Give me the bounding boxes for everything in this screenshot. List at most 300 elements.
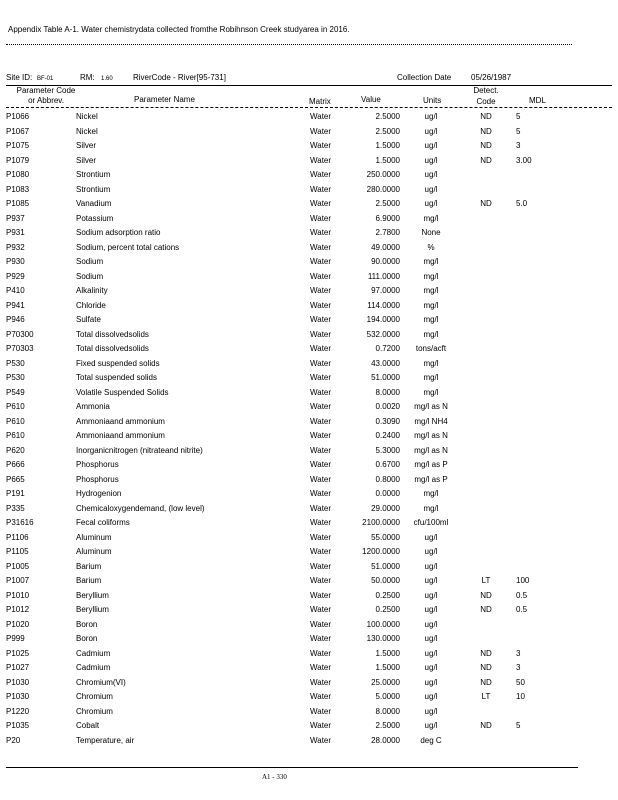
units-cell: ug/l <box>424 170 438 179</box>
param-name-cell: Volatile Suspended Solids <box>76 387 169 397</box>
param-name-cell: Potassium <box>76 213 114 223</box>
value-cell: 1200.0000 <box>362 547 400 556</box>
matrix-cell: Water <box>310 590 332 600</box>
table-row <box>0 284 618 299</box>
value-cell: 111.0000 <box>367 271 400 281</box>
param-name-cell: Sulfate <box>76 315 101 324</box>
value-cell: 0.7200 <box>375 344 400 353</box>
matrix-cell: Water <box>310 460 332 469</box>
value-cell: 1.5000 <box>375 155 400 165</box>
param-code-cell: P946 <box>6 315 25 324</box>
value-cell: 194.0000 <box>366 315 400 324</box>
table-row <box>0 719 618 734</box>
param-name-cell: Barium <box>76 561 102 571</box>
param-name-cell: Strontium <box>76 170 111 179</box>
table-row <box>0 357 618 372</box>
units-cell: mg/l NH4 <box>414 416 448 426</box>
data-table <box>0 110 618 748</box>
header-detect: Detect. <box>473 86 499 95</box>
param-code-cell: P530 <box>6 358 25 368</box>
header-param-code: Parameter Code <box>16 86 76 95</box>
units-cell: ug/l <box>424 721 438 730</box>
matrix-cell: Water <box>310 416 332 426</box>
mdl-cell: 5 <box>516 126 521 136</box>
mdl-cell: 10 <box>516 692 525 701</box>
units-cell: ug/l <box>424 112 438 121</box>
table-caption: Appendix Table A-1. Water chemistrydata collected fromthe Robihnson Creek studyarea in 2016. <box>8 25 350 34</box>
value-cell: 28.0000 <box>371 735 400 745</box>
mdl-cell: 0.5 <box>516 590 528 600</box>
table-row <box>0 589 618 604</box>
table-row <box>0 299 618 314</box>
param-code-cell: P335 <box>6 503 25 513</box>
value-cell: 6.9000 <box>375 213 400 223</box>
param-name-cell: Nickel <box>76 126 98 136</box>
value-cell: 532.0000 <box>366 329 400 339</box>
matrix-cell: Water <box>310 358 332 368</box>
matrix-cell: Water <box>310 532 332 542</box>
matrix-cell: Water <box>310 329 332 339</box>
units-cell: mg/l <box>423 387 439 397</box>
units-cell: mg/l <box>423 300 439 310</box>
param-code-cell: P1079 <box>6 155 30 165</box>
table-row <box>0 603 618 618</box>
units-cell: mg/l <box>423 315 439 324</box>
footer-rule <box>6 767 578 768</box>
param-code-cell: P931 <box>6 228 25 237</box>
matrix-cell: Water <box>310 170 332 179</box>
value-cell: 1.5000 <box>375 141 400 150</box>
detect-code-cell: ND <box>480 112 492 121</box>
matrix-cell: Water <box>310 721 332 730</box>
matrix-cell: Water <box>310 112 332 121</box>
mdl-cell: 3 <box>516 648 521 658</box>
table-row <box>0 560 618 575</box>
rm-value: 1.60 <box>101 76 113 82</box>
param-name-cell: Silver <box>76 141 97 150</box>
param-code-cell: P1005 <box>6 561 30 571</box>
matrix-cell: Water <box>310 126 332 136</box>
matrix-cell: Water <box>310 402 332 411</box>
param-code-cell: P1027 <box>6 663 30 672</box>
table-row <box>0 705 618 720</box>
matrix-cell: Water <box>310 692 332 701</box>
table-row <box>0 342 618 357</box>
table-row <box>0 415 618 430</box>
value-cell: 25.0000 <box>371 677 400 687</box>
units-cell: cfu/100ml <box>413 518 449 527</box>
param-code-cell: P1025 <box>6 648 30 658</box>
param-code-cell: P1007 <box>6 576 30 585</box>
header-top-rule <box>6 85 612 86</box>
value-cell: 0.0020 <box>375 402 400 411</box>
units-cell: ug/l <box>424 199 438 208</box>
units-cell: mg/l <box>423 489 439 498</box>
param-code-cell: P610 <box>6 402 25 411</box>
mdl-cell: 50 <box>516 677 525 687</box>
param-code-cell: P1010 <box>6 590 30 600</box>
value-cell: 0.2500 <box>375 605 400 614</box>
mdl-cell: 5 <box>516 112 521 121</box>
matrix-cell: Water <box>310 271 332 281</box>
param-name-cell: Silver <box>76 155 97 165</box>
units-cell: mg/l <box>423 257 439 266</box>
table-row <box>0 502 618 517</box>
value-cell: 51.0000 <box>371 561 400 571</box>
param-code-cell: P530 <box>6 373 25 382</box>
units-cell: mg/l as N <box>414 445 448 455</box>
value-cell: 0.2400 <box>375 431 400 440</box>
param-name-cell: Phosphorus <box>76 460 119 469</box>
units-cell: ug/l <box>424 184 438 194</box>
param-name-cell: Beryllium <box>76 605 109 614</box>
param-code-cell: P1030 <box>6 677 30 687</box>
table-row <box>0 183 618 198</box>
page-number: A1 - 330 <box>262 773 287 781</box>
value-cell: 51.0000 <box>371 373 400 382</box>
param-name-cell: Total dissolvedsolids <box>76 344 149 353</box>
value-cell: 29.0000 <box>371 503 400 513</box>
param-name-cell: Temperature, air <box>76 735 135 745</box>
units-cell: mg/l <box>423 271 439 281</box>
table-row <box>0 473 618 488</box>
param-name-cell: Boron <box>76 634 98 643</box>
collection-date-label: Collection Date <box>397 73 452 82</box>
param-code-cell: P620 <box>6 445 25 455</box>
units-cell: ug/l <box>424 547 438 556</box>
value-cell: 2.5000 <box>375 721 400 730</box>
value-cell: 280.0000 <box>366 184 400 194</box>
matrix-cell: Water <box>310 735 332 745</box>
param-name-cell: Sodium, percent total cations <box>76 242 180 252</box>
header-or-abbrev: or Abbrev. <box>28 96 64 105</box>
value-cell: 1.5000 <box>375 663 400 672</box>
param-name-cell: Ammoniaand ammonium <box>76 431 165 440</box>
units-cell: mg/l as N <box>414 402 448 411</box>
mdl-cell: 0.5 <box>516 605 528 614</box>
param-code-cell: P1105 <box>6 547 29 556</box>
param-code-cell: P20 <box>6 735 21 745</box>
value-cell: 0.3090 <box>375 416 400 426</box>
table-row <box>0 328 618 343</box>
units-cell: ug/l <box>424 532 438 542</box>
param-code-cell: P929 <box>6 271 25 281</box>
table-row <box>0 226 618 241</box>
table-row <box>0 516 618 531</box>
value-cell: 50.0000 <box>371 576 400 585</box>
value-cell: 2.5000 <box>375 126 400 136</box>
param-name-cell: Strontium <box>76 184 111 194</box>
table-row <box>0 618 618 633</box>
table-row <box>0 313 618 328</box>
param-name-cell: Hydrogenion <box>76 489 122 498</box>
param-name-cell: Fecal coliforms <box>76 518 130 527</box>
units-cell: ug/l <box>424 155 438 165</box>
param-code-cell: P665 <box>6 474 25 484</box>
table-row <box>0 458 618 473</box>
units-cell: ug/l <box>424 576 438 585</box>
value-cell: 2.5000 <box>375 112 400 121</box>
param-code-cell: P666 <box>6 460 25 469</box>
value-cell: 2100.0000 <box>362 518 400 527</box>
param-name-cell: Chemicaloxygendemand, (low level) <box>76 503 205 513</box>
mdl-cell: 100 <box>516 576 530 585</box>
param-name-cell: Nickel <box>76 112 98 121</box>
matrix-cell: Water <box>310 184 332 194</box>
value-cell: 8.0000 <box>375 387 400 397</box>
param-name-cell: Phosphorus <box>76 474 119 484</box>
table-row <box>0 661 618 676</box>
param-name-cell: Boron <box>76 619 98 629</box>
matrix-cell: Water <box>310 677 332 687</box>
matrix-cell: Water <box>310 141 332 150</box>
matrix-cell: Water <box>310 663 332 672</box>
param-code-cell: P932 <box>6 242 25 252</box>
units-cell: ug/l <box>424 605 438 614</box>
param-name-cell: Aluminum <box>76 547 112 556</box>
detect-code-cell: ND <box>480 155 492 165</box>
param-code-cell: P610 <box>6 431 25 440</box>
param-code-cell: P1066 <box>6 112 30 121</box>
param-code-cell: P31616 <box>6 518 34 527</box>
param-name-cell: Total suspended solids <box>76 373 157 382</box>
param-code-cell: P1220 <box>6 706 30 716</box>
matrix-cell: Water <box>310 387 332 397</box>
matrix-cell: Water <box>310 474 332 484</box>
site-id-value: BF-01 <box>37 76 54 82</box>
matrix-cell: Water <box>310 286 332 295</box>
param-name-cell: Sodium <box>76 257 104 266</box>
table-row <box>0 139 618 154</box>
param-code-cell: P1085 <box>6 199 30 208</box>
param-code-cell: P70303 <box>6 344 34 353</box>
param-name-cell: Barium <box>76 576 102 585</box>
param-name-cell: Cadmium <box>76 663 111 672</box>
units-cell: None <box>421 228 441 237</box>
header-matrix: Matrix <box>309 97 331 106</box>
param-name-cell: Cobalt <box>76 721 100 730</box>
table-row <box>0 531 618 546</box>
units-cell: mg/l as N <box>414 431 448 440</box>
param-code-cell: P930 <box>6 257 25 266</box>
header-code: Code <box>476 97 496 106</box>
table-row <box>0 255 618 270</box>
units-cell: ug/l <box>424 561 438 571</box>
matrix-cell: Water <box>310 518 332 527</box>
value-cell: 97.0000 <box>371 286 400 295</box>
param-name-cell: Total dissolvedsolids <box>76 329 149 339</box>
value-cell: 114.0000 <box>367 300 400 310</box>
value-cell: 250.0000 <box>366 170 400 179</box>
param-code-cell: P1020 <box>6 619 30 629</box>
units-cell: mg/l <box>423 329 439 339</box>
detect-code-cell: ND <box>480 677 492 687</box>
matrix-cell: Water <box>310 561 332 571</box>
table-row <box>0 110 618 125</box>
units-cell: ug/l <box>424 634 438 643</box>
table-row <box>0 574 618 589</box>
units-cell: ug/l <box>424 677 438 687</box>
param-name-cell: Chloride <box>76 300 106 310</box>
value-cell: 130.0000 <box>366 634 400 643</box>
param-code-cell: P941 <box>6 300 25 310</box>
value-cell: 8.0000 <box>375 706 400 716</box>
param-name-cell: Chromium(VI) <box>76 677 126 687</box>
matrix-cell: Water <box>310 155 332 165</box>
param-name-cell: Aluminum <box>76 532 112 542</box>
detect-code-cell: ND <box>480 605 492 614</box>
value-cell: 43.0000 <box>371 358 400 368</box>
matrix-cell: Water <box>310 242 332 252</box>
value-cell: 2.5000 <box>375 199 400 208</box>
param-code-cell: P999 <box>6 634 25 643</box>
matrix-cell: Water <box>310 213 332 223</box>
param-code-cell: P1030 <box>6 692 30 701</box>
table-row <box>0 429 618 444</box>
dotted-divider <box>6 44 572 45</box>
detect-code-cell: ND <box>480 126 492 136</box>
mdl-cell: 5 <box>516 721 521 730</box>
param-name-cell: Chromium <box>76 706 113 716</box>
table-row <box>0 154 618 169</box>
table-row <box>0 371 618 386</box>
matrix-cell: Water <box>310 257 332 266</box>
value-cell: 0.2500 <box>375 590 400 600</box>
table-row <box>0 734 618 749</box>
value-cell: 0.0000 <box>375 489 400 498</box>
matrix-cell: Water <box>310 373 332 382</box>
units-cell: ug/l <box>424 706 438 716</box>
table-row <box>0 212 618 227</box>
units-cell: ug/l <box>424 663 438 672</box>
detect-code-cell: ND <box>480 199 492 208</box>
mdl-cell: 3 <box>516 141 521 150</box>
param-name-cell: Vanadium <box>76 199 112 208</box>
matrix-cell: Water <box>310 344 332 353</box>
rm-label: RM: <box>80 73 95 82</box>
value-cell: 1.5000 <box>375 648 400 658</box>
units-cell: mg/l <box>423 358 439 368</box>
table-row <box>0 545 618 560</box>
param-name-cell: Inorganicnitrogen (nitrateand nitrite) <box>76 445 203 455</box>
units-cell: deg C <box>420 735 442 745</box>
matrix-cell: Water <box>310 706 332 716</box>
matrix-cell: Water <box>310 489 332 498</box>
detect-code-cell: ND <box>480 590 492 600</box>
table-row <box>0 197 618 212</box>
detect-code-cell: ND <box>480 648 492 658</box>
table-row <box>0 487 618 502</box>
table-row <box>0 400 618 415</box>
detect-code-cell: ND <box>480 721 492 730</box>
units-cell: % <box>427 242 435 252</box>
table-row <box>0 270 618 285</box>
units-cell: ug/l <box>424 126 438 136</box>
param-name-cell: Alkalinity <box>76 286 108 295</box>
table-row <box>0 647 618 662</box>
units-cell: ug/l <box>424 692 438 701</box>
matrix-cell: Water <box>310 634 332 643</box>
param-name-cell: Cadmium <box>76 648 111 658</box>
param-code-cell: P191 <box>6 489 25 498</box>
param-code-cell: P937 <box>6 213 25 223</box>
value-cell: 0.8000 <box>375 474 400 484</box>
param-name-cell: Beryllium <box>76 590 109 600</box>
table-row <box>0 444 618 459</box>
param-code-cell: P610 <box>6 416 25 426</box>
detect-code-cell: LT <box>481 692 491 701</box>
value-cell: 90.0000 <box>371 257 400 266</box>
table-row <box>0 241 618 256</box>
matrix-cell: Water <box>310 228 332 237</box>
header-param-name: Parameter Name <box>134 95 195 104</box>
table-row <box>0 632 618 647</box>
header-bottom-rule <box>6 107 612 108</box>
value-cell: 100.0000 <box>366 619 400 629</box>
matrix-cell: Water <box>310 431 332 440</box>
units-cell: ug/l <box>424 619 438 629</box>
param-code-cell: P1106 <box>6 532 29 542</box>
table-row <box>0 386 618 401</box>
detect-code-cell: LT <box>481 576 491 585</box>
matrix-cell: Water <box>310 199 332 208</box>
header-units: Units <box>423 96 442 105</box>
units-cell: ug/l <box>424 648 438 658</box>
units-cell: mg/l <box>423 213 439 223</box>
mdl-cell: 3.00 <box>516 155 532 165</box>
matrix-cell: Water <box>310 619 332 629</box>
matrix-cell: Water <box>310 300 332 310</box>
param-name-cell: Chromium <box>76 692 113 701</box>
matrix-cell: Water <box>310 605 332 614</box>
matrix-cell: Water <box>310 315 332 324</box>
matrix-cell: Water <box>310 576 332 585</box>
units-cell: mg/l as P <box>414 474 448 484</box>
detect-code-cell: ND <box>480 141 492 150</box>
header-value: Value <box>361 95 381 104</box>
value-cell: 5.3000 <box>375 445 400 455</box>
param-code-cell: P1067 <box>6 126 30 136</box>
units-cell: ug/l <box>424 590 438 600</box>
value-cell: 49.0000 <box>371 242 400 252</box>
param-code-cell: P549 <box>6 387 25 397</box>
site-id-label: Site ID: <box>6 73 33 82</box>
param-name-cell: Ammonia <box>76 402 110 411</box>
detect-code-cell: ND <box>480 663 492 672</box>
value-cell: 55.0000 <box>371 532 400 542</box>
matrix-cell: Water <box>310 503 332 513</box>
units-cell: mg/l <box>423 373 439 382</box>
matrix-cell: Water <box>310 547 332 556</box>
units-cell: mg/l <box>423 503 439 513</box>
matrix-cell: Water <box>310 648 332 658</box>
units-cell: ug/l <box>424 141 438 150</box>
mdl-cell: 3 <box>516 663 521 672</box>
value-cell: 0.6700 <box>375 460 400 469</box>
param-name-cell: Ammoniaand ammonium <box>76 416 165 426</box>
value-cell: 5.0000 <box>375 692 400 701</box>
param-code-cell: P1035 <box>6 721 30 730</box>
param-code-cell: P410 <box>6 286 25 295</box>
table-row <box>0 125 618 140</box>
units-cell: mg/l <box>423 286 439 295</box>
river-code: RiverCode - River[95-731] <box>133 73 226 82</box>
param-name-cell: Sodium adsorption ratio <box>76 228 161 237</box>
matrix-cell: Water <box>310 445 332 455</box>
units-cell: tons/acft <box>415 344 447 353</box>
param-name-cell: Sodium <box>76 271 104 281</box>
param-code-cell: P1083 <box>6 184 30 194</box>
